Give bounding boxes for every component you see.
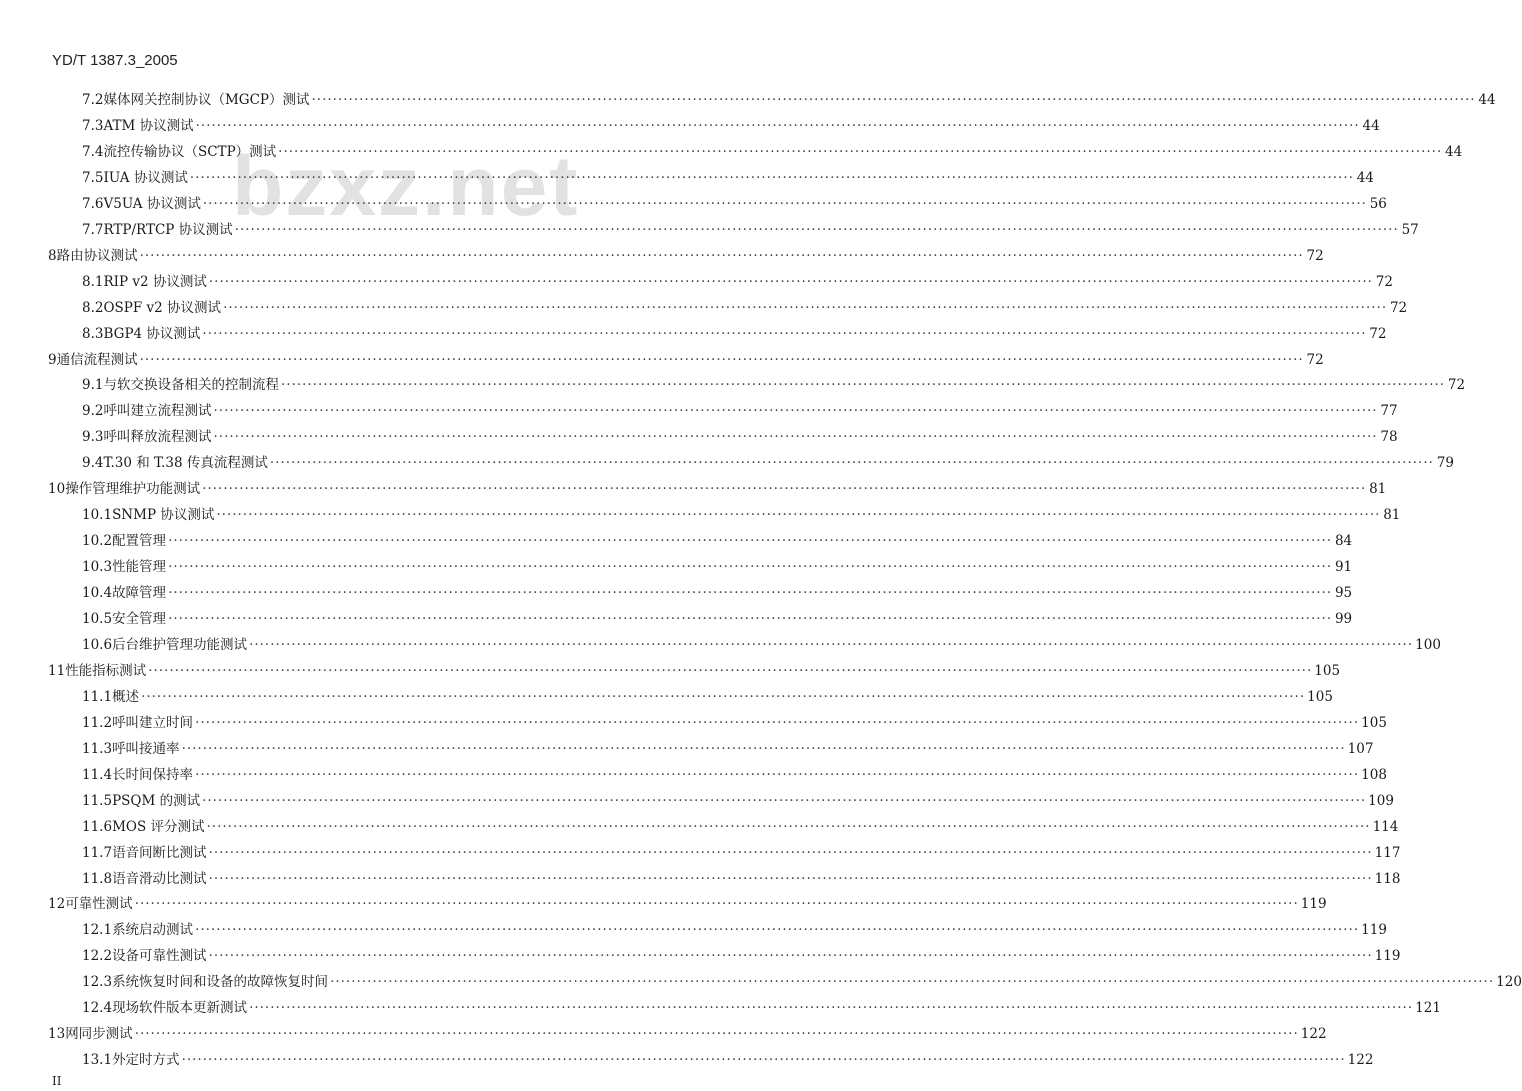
toc-dot-leader: ···························································································································································································································· [249, 636, 1414, 653]
toc-entry-title: 呼叫释放流程测试 [103, 429, 212, 446]
toc-dot-leader: ···························································································································································································································· [168, 611, 1333, 627]
toc-entry-page: 109 [1368, 792, 1394, 809]
toc-entry-page: 108 [1361, 766, 1387, 783]
toc-dot-leader: ···························································································································································································································· [213, 429, 1378, 446]
toc-entry-title: T.30 和 T.38 传真流程测试 [103, 455, 268, 472]
toc-entry-page: 122 [1300, 1026, 1327, 1043]
toc-entry-number: 12.1 [82, 922, 113, 939]
toc-entry-number: 11.6 [82, 818, 113, 835]
toc-entry [82, 1047, 1374, 1073]
toc-entry-page: 81 [1369, 481, 1387, 498]
toc-entry [82, 269, 1393, 295]
page-number-footer: II [52, 1074, 62, 1088]
toc-entry-page: 105 [1314, 662, 1341, 679]
toc-entry-title: 外定时方式 [112, 1052, 180, 1069]
toc-entry-page: 44 [1445, 143, 1463, 160]
toc-entry-title: 呼叫接通率 [112, 740, 180, 757]
toc-dot-leader: ···························································································································································································································· [195, 766, 1360, 783]
toc-entry-page: 117 [1374, 844, 1401, 861]
toc-entry [82, 165, 1374, 191]
toc-entry-number: 11.3 [82, 740, 113, 757]
toc-entry-number: 11 [48, 662, 66, 679]
toc-entry [82, 398, 1398, 424]
toc-entry-number: 10.6 [82, 636, 113, 653]
toc-entry-title: MOS 评分测试 [112, 818, 205, 835]
toc-dot-leader: ···························································································································································································································· [139, 247, 1304, 264]
toc-entry [82, 840, 1401, 866]
toc-entry-page: 57 [1401, 221, 1419, 238]
toc-entry-title: 可靠性测试 [65, 896, 133, 913]
toc-dot-leader: ···························································································································································································································· [278, 143, 1443, 160]
toc-entry-title: V5UA 协议测试 [103, 195, 201, 212]
toc-entry-number: 10.4 [82, 585, 113, 602]
toc-entry-title: 操作管理维护功能测试 [65, 481, 201, 498]
toc-entry-page: 44 [1362, 117, 1380, 134]
toc-entry [82, 139, 1463, 165]
toc-entry [48, 476, 1387, 502]
toc-entry [82, 321, 1387, 347]
toc-entry [82, 866, 1401, 892]
toc-dot-leader: ···························································································································································································································· [195, 714, 1360, 731]
toc-entry [82, 969, 1522, 995]
toc-entry-page: 79 [1436, 455, 1454, 472]
toc-entry-page: 119 [1361, 922, 1387, 939]
toc-entry-title: 与软交换设备相关的控制流程 [103, 377, 279, 394]
toc-entry [82, 554, 1353, 580]
toc-entry-number: 12 [48, 896, 66, 913]
toc-entry [82, 917, 1387, 943]
document-code: YD/T 1387.3_2005 [52, 52, 178, 69]
toc-entry-title: ATM 协议测试 [103, 117, 194, 134]
toc-entry-title: 系统启动测试 [112, 922, 194, 939]
toc-entry-number: 9.3 [82, 429, 104, 446]
toc-entry [82, 502, 1401, 528]
toc-entry [82, 684, 1333, 710]
toc-dot-leader: ···························································································································································································································· [181, 1052, 1346, 1069]
toc-entry-title: 概述 [112, 688, 140, 705]
toc-dot-leader: ···························································································································································································································· [195, 922, 1360, 939]
toc-entry [82, 788, 1394, 814]
toc-entry-number: 13.1 [82, 1052, 113, 1069]
toc-entry [48, 347, 1324, 373]
toc-entry-page: 122 [1347, 1052, 1374, 1069]
toc-entry [82, 814, 1399, 840]
toc-entry-number: 11.5 [82, 792, 113, 809]
toc-entry-title: 现场软件版本更新测试 [112, 1000, 248, 1017]
toc-dot-leader: ···························································································································································································································· [280, 377, 1446, 394]
toc-entry-title: 路由协议测试 [56, 247, 138, 264]
toc-entry [82, 995, 1441, 1021]
toc-entry-number: 10 [48, 481, 66, 498]
toc-entry-title: 性能管理 [112, 559, 167, 576]
toc-entry-page: 119 [1300, 896, 1327, 913]
toc-entry-number: 9.2 [82, 403, 104, 420]
toc-entry-number: 8.1 [82, 273, 104, 290]
toc-dot-leader: ···························································································································································································································· [168, 585, 1333, 602]
toc-entry-page: 44 [1478, 92, 1496, 108]
toc-dot-leader: ···························································································································································································································· [249, 1000, 1414, 1017]
toc-entry-number: 13 [48, 1026, 66, 1043]
toc-dot-leader: ···························································································································································································································· [189, 169, 1354, 186]
toc-entry-page: 99 [1334, 611, 1353, 627]
toc-entry-title: 设备可靠性测试 [112, 948, 207, 965]
toc-dot-leader: ···························································································································································································································· [134, 1026, 1299, 1043]
toc-entry [82, 580, 1353, 606]
toc-dot-leader: ···························································································································································································································· [208, 844, 1373, 861]
toc-dot-leader: ···························································································································································································································· [216, 507, 1381, 524]
toc-dot-leader: ···························································································································································································································· [223, 299, 1388, 316]
toc-entry-page: 95 [1334, 585, 1353, 602]
toc-entry [82, 632, 1441, 658]
toc-dot-leader: ···························································································································································································································· [202, 195, 1367, 212]
toc-entry-number: 11.8 [82, 870, 113, 887]
toc-entry [82, 87, 1496, 113]
toc-entry-page: 56 [1369, 195, 1387, 212]
toc-entry-page: 114 [1372, 818, 1399, 835]
toc-dot-leader: ···························································································································································································································· [139, 351, 1304, 368]
toc-entry-title: IUA 协议测试 [103, 169, 188, 186]
toc-dot-leader: ···························································································································································································································· [181, 740, 1346, 757]
toc-entry-title: RTP/RTCP 协议测试 [103, 221, 233, 238]
toc-entry [48, 243, 1324, 269]
toc-dot-leader: ···························································································································································································································· [213, 403, 1378, 420]
toc-entry-page: 118 [1374, 870, 1401, 887]
toc-entry [82, 450, 1454, 476]
toc-entry-page: 121 [1415, 1000, 1441, 1017]
toc-entry-title: 配置管理 [112, 533, 167, 550]
toc-entry-title: 长时间保持率 [112, 766, 194, 783]
toc-entry-page: 119 [1374, 948, 1401, 965]
toc-entry [82, 710, 1387, 736]
toc-entry-title: 流控传输协议（SCTP）测试 [103, 143, 277, 160]
toc-entry-title: 性能指标测试 [65, 662, 147, 679]
toc-entry [82, 191, 1387, 217]
toc-dot-leader: ···························································································································································································································· [202, 792, 1367, 809]
toc-entry-title: SNMP 协议测试 [112, 507, 215, 524]
toc-entry-page: 105 [1307, 688, 1333, 705]
toc-entry-number: 7.3 [82, 117, 104, 134]
toc-dot-leader: ···························································································································································································································· [134, 896, 1299, 913]
toc-entry-number: 7.7 [82, 221, 104, 238]
toc-entry-title: OSPF v2 协议测试 [103, 299, 222, 316]
toc-entry-title: 后台维护管理功能测试 [112, 636, 248, 653]
toc-dot-leader: ···························································································································································································································· [141, 688, 1306, 705]
toc-entry-page: 72 [1369, 325, 1387, 342]
toc-dot-leader: ···························································································································································································································· [168, 533, 1333, 550]
toc-dot-leader: ···························································································································································································································· [202, 481, 1367, 498]
toc-entry-number: 10.1 [82, 507, 113, 524]
toc-entry-title: 语音间断比测试 [112, 844, 207, 861]
toc-dot-leader: ···························································································································································································································· [206, 818, 1371, 835]
toc-entry-page: 72 [1389, 299, 1408, 316]
toc-entry-page: 77 [1380, 403, 1398, 420]
toc-entry-number: 8 [48, 247, 57, 264]
toc-entry-number: 10.2 [82, 533, 113, 550]
toc-entry-number: 11.4 [82, 766, 113, 783]
toc-entry [82, 736, 1374, 762]
toc-entry-title: BGP4 协议测试 [103, 325, 201, 342]
toc-entry-page: 105 [1361, 714, 1387, 731]
toc-entry-number: 10.5 [82, 611, 113, 627]
toc-entry-title: 故障管理 [112, 585, 167, 602]
toc-entry-number: 12.3 [82, 974, 113, 991]
toc-entry-page: 72 [1306, 247, 1324, 264]
toc-entry-page: 44 [1356, 169, 1374, 186]
toc-dot-leader: ···························································································································································································································· [208, 948, 1373, 965]
toc-entry-title: 安全管理 [112, 611, 167, 627]
toc-entry-page: 81 [1383, 507, 1401, 524]
toc-entry-page: 120 [1496, 974, 1522, 991]
toc-entry-number: 9 [48, 351, 57, 368]
toc-entry [82, 295, 1408, 321]
toc-entry-number: 12.4 [82, 1000, 113, 1017]
toc-dot-leader: ···························································································································································································································· [148, 662, 1313, 679]
toc-entry-title: RIP v2 协议测试 [103, 273, 207, 290]
toc-entry [82, 372, 1466, 398]
toc-entry [82, 217, 1419, 243]
toc-entry-number: 7.6 [82, 195, 104, 212]
toc-dot-leader: ···························································································································································································································· [234, 221, 1399, 238]
toc-entry-number: 9.4 [82, 455, 104, 472]
toc-dot-leader: ···························································································································································································································· [168, 559, 1333, 576]
toc-entry [82, 943, 1401, 969]
toc-entry-title: 语音滑动比测试 [112, 870, 207, 887]
watermark: bzxz.net [232, 139, 580, 233]
toc-dot-leader: ···························································································································································································································· [195, 117, 1360, 134]
toc-dot-leader: ···························································································································································································································· [269, 455, 1434, 472]
toc-entry-number: 10.3 [82, 559, 113, 576]
toc-entry-title: PSQM 的测试 [112, 792, 201, 809]
toc-entry-page: 72 [1375, 273, 1393, 290]
toc-entry-number: 9.1 [82, 377, 104, 394]
toc-entry [48, 658, 1341, 684]
toc-entry [48, 891, 1327, 917]
toc-entry [48, 1021, 1327, 1047]
toc-dot-leader: ···························································································································································································································· [311, 92, 1476, 108]
toc-dot-leader: ···························································································································································································································· [330, 974, 1495, 991]
toc-entry [82, 113, 1380, 139]
toc-entry [82, 762, 1387, 788]
toc-dot-leader: ···························································································································································································································· [208, 870, 1373, 887]
toc-entry-page: 72 [1447, 377, 1466, 394]
toc-entry [82, 424, 1398, 450]
toc-entry-page: 91 [1334, 559, 1353, 576]
toc-entry-number: 7.5 [82, 169, 104, 186]
toc-entry-title: 媒体网关控制协议（MGCP）测试 [103, 92, 310, 108]
toc-entry-page: 78 [1380, 429, 1398, 446]
toc-entry [82, 606, 1353, 632]
toc-dot-leader: ···························································································································································································································· [202, 325, 1367, 342]
toc-entry-page: 107 [1347, 740, 1374, 757]
toc-entry-number: 8.3 [82, 325, 104, 342]
toc-entry-title: 网同步测试 [65, 1026, 133, 1043]
toc-entry-title: 系统恢复时间和设备的故障恢复时间 [112, 974, 329, 991]
toc-entry-title: 呼叫建立流程测试 [103, 403, 212, 420]
toc-entry-page: 84 [1334, 533, 1353, 550]
toc-entry-title: 呼叫建立时间 [112, 714, 194, 731]
toc-entry-number: 8.2 [82, 299, 104, 316]
toc-entry-number: 11.2 [82, 714, 113, 731]
toc-entry-title: 通信流程测试 [56, 351, 138, 368]
toc-dot-leader: ···························································································································································································································· [208, 273, 1373, 290]
toc-entry-number: 12.2 [82, 948, 113, 965]
toc-entry-number: 7.4 [82, 143, 104, 160]
toc-entry [82, 528, 1353, 554]
toc-entry-page: 100 [1415, 636, 1441, 653]
toc-entry-number: 7.2 [82, 92, 104, 108]
toc-entry-page: 72 [1306, 351, 1324, 368]
toc-entry-number: 11.1 [82, 688, 113, 705]
toc-entry-number: 11.7 [82, 844, 113, 861]
